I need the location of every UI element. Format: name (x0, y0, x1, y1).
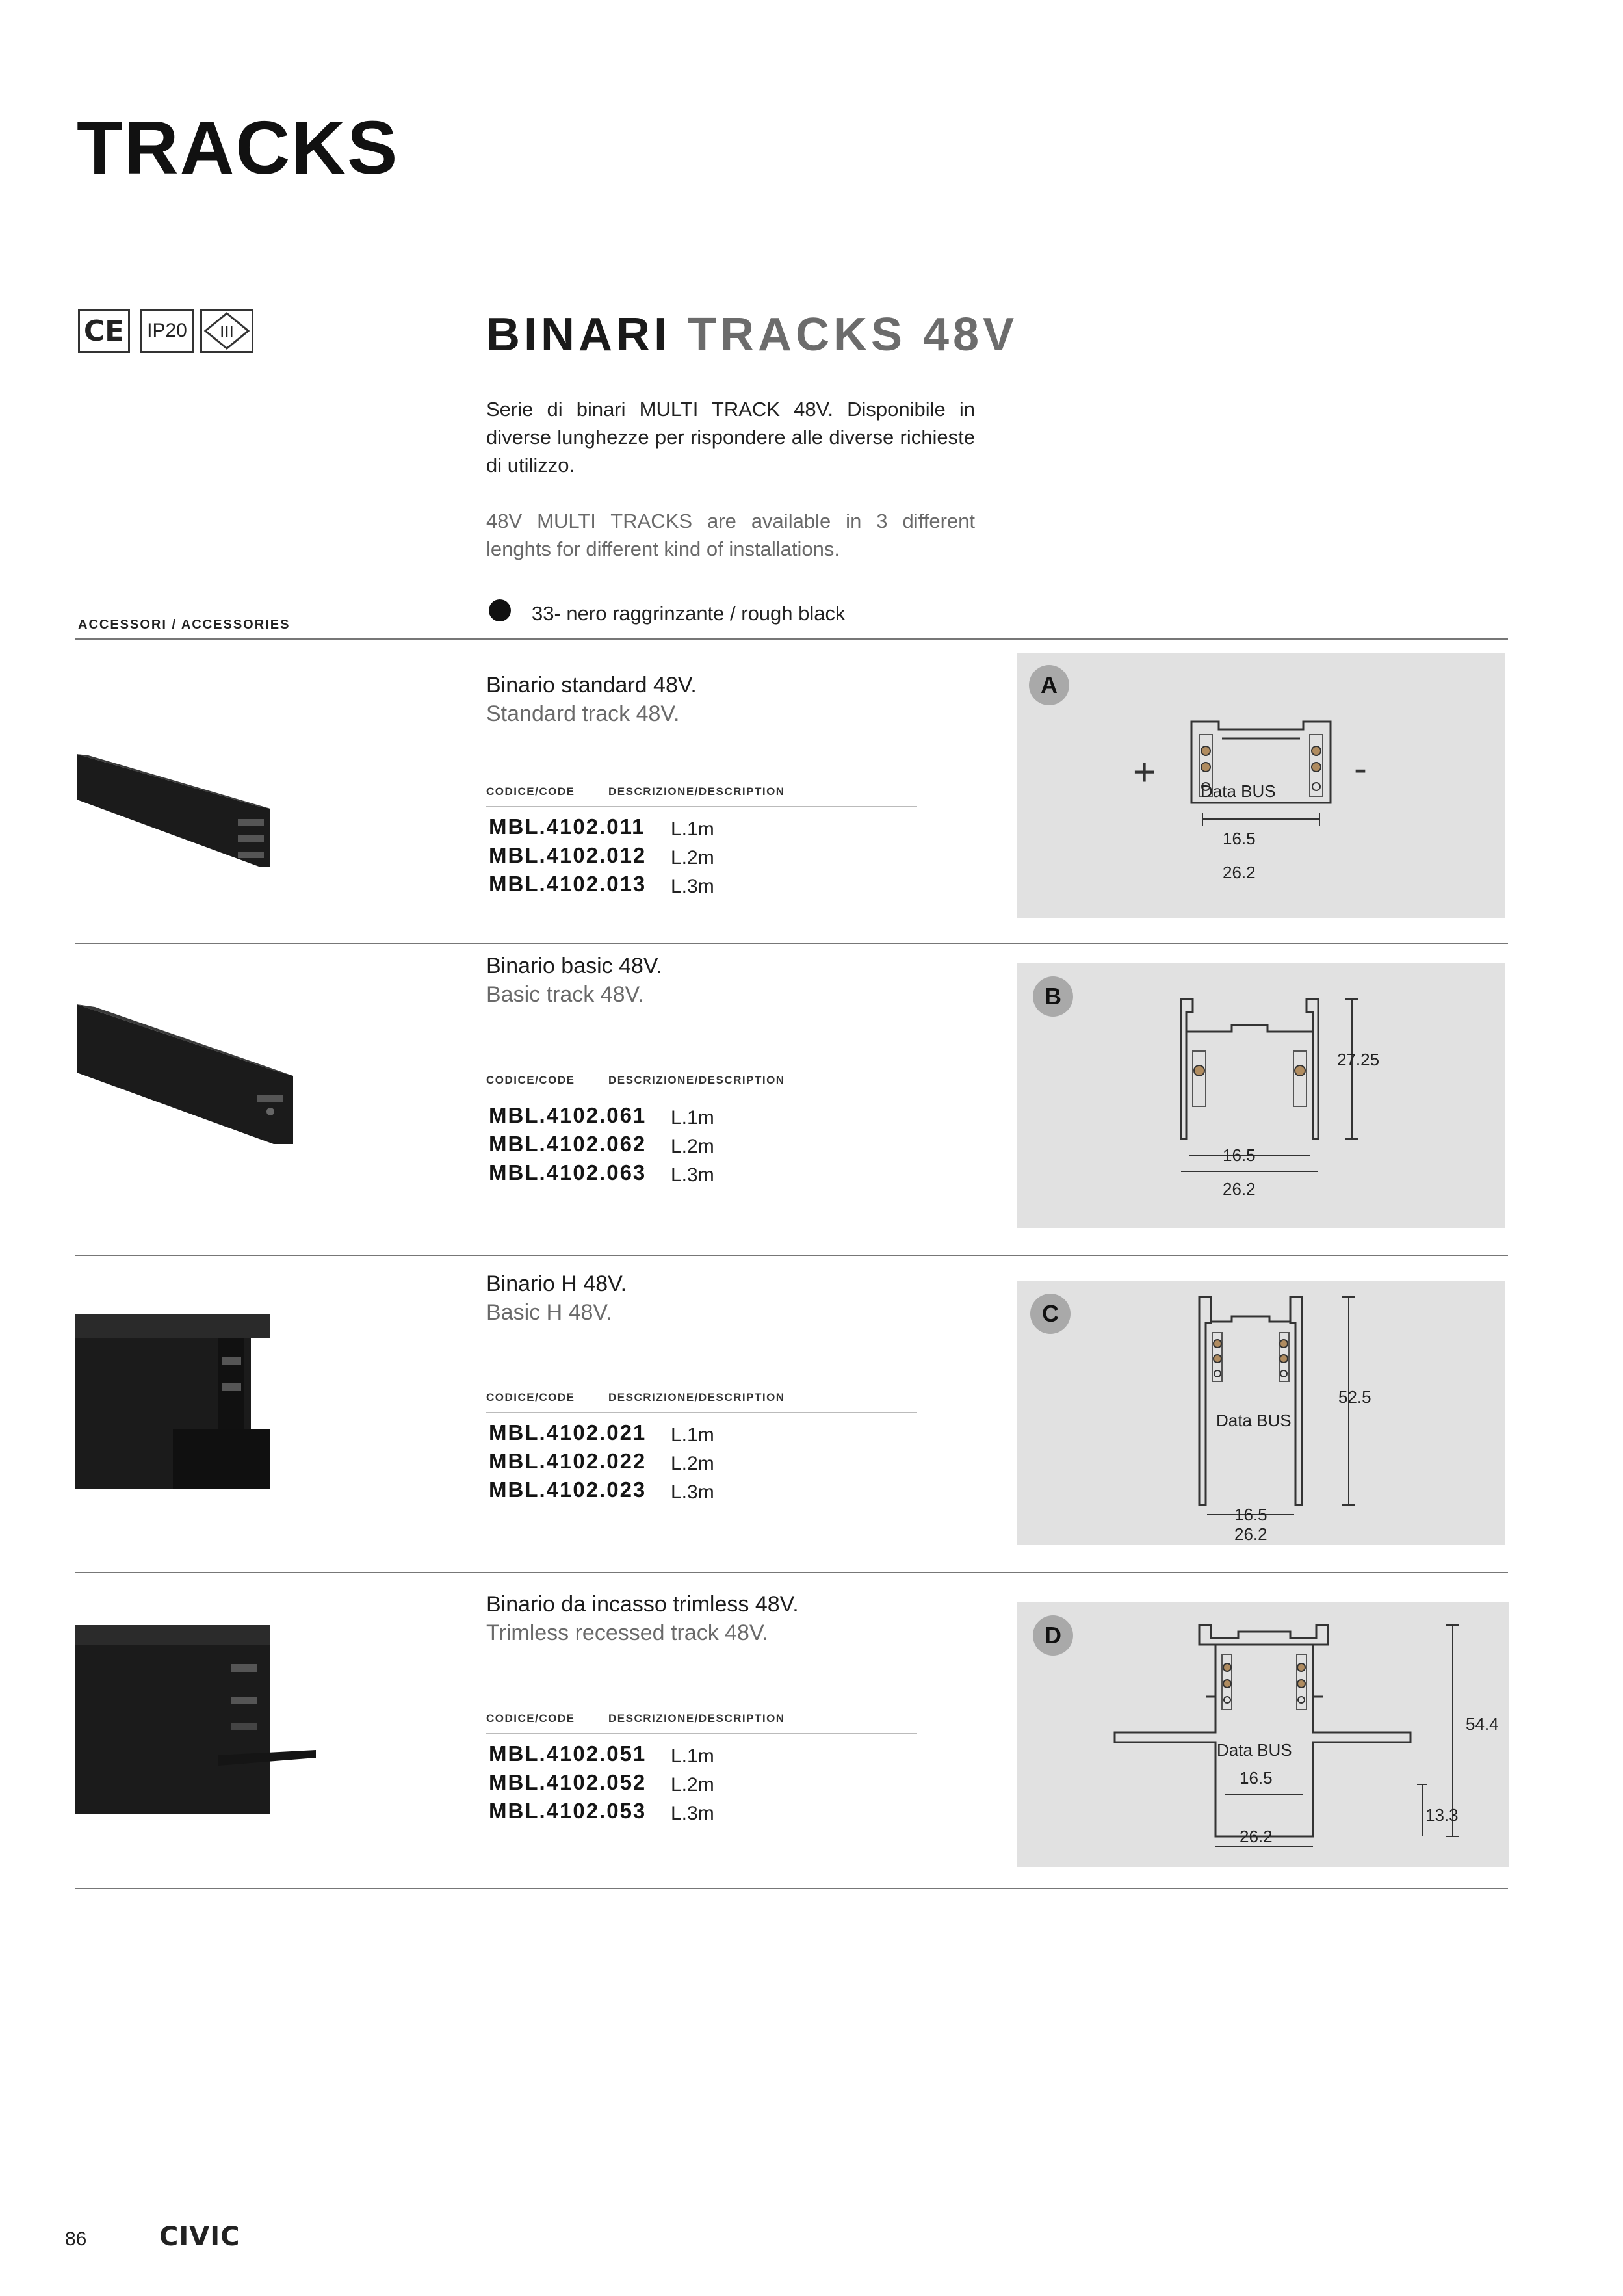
class-iii-label: III (220, 322, 234, 341)
divider (75, 1255, 1508, 1256)
description-italian: Serie di binari MULTI TRACK 48V. Disponibile in diverse lunghezze per rispondere alle diverse richieste di utilizzo. (486, 398, 975, 476)
section-title-en: TRACKS 48V (688, 309, 1019, 361)
track-a-cross-section (1173, 715, 1349, 832)
section-title (486, 308, 1018, 361)
diagram-badge: B (1033, 976, 1073, 1017)
product-code: MBL.4102.061 (489, 1103, 647, 1127)
dimension-inner: 16.5 (1223, 1145, 1256, 1165)
dimension-recess: 13.3 (1425, 1805, 1459, 1825)
diagram-badge: D (1033, 1615, 1073, 1656)
divider (75, 1888, 1508, 1889)
product-code: MBL.4102.013 (489, 872, 647, 896)
diagram-panel-a (1017, 653, 1505, 918)
product-code: MBL.4102.062 (489, 1132, 647, 1156)
ip20-rating-badge: IP20 (140, 309, 194, 353)
table-header-description: DESCRIZIONE/DESCRIPTION (608, 1391, 785, 1403)
product-length: L.1m (671, 818, 714, 840)
dimension-height: 52.5 (1338, 1387, 1371, 1407)
product-name-it: Binario basic 48V. (486, 954, 662, 978)
product-length: L.3m (671, 876, 714, 897)
product-code: MBL.4102.051 (489, 1742, 647, 1766)
diagram-badge: C (1030, 1294, 1071, 1334)
trimless-track-photo (75, 1625, 322, 1820)
data-bus-label: Data BUS (1201, 781, 1276, 801)
h-track-photo (75, 1312, 277, 1491)
diagram-badge: A (1029, 665, 1069, 705)
product-length: L.1m (671, 1424, 714, 1446)
table-header-description: DESCRIZIONE/DESCRIPTION (608, 785, 785, 798)
brand-logo: CIVIC (159, 2222, 240, 2252)
dimension-outer: 26.2 (1234, 1524, 1267, 1544)
product-length: L.2m (671, 847, 714, 868)
dimension-inner: 16.5 (1234, 1505, 1267, 1524)
dimension-inner: 16.5 (1223, 829, 1256, 848)
divider (75, 943, 1508, 944)
table-rule (486, 1733, 917, 1734)
product-length: L.2m (671, 1774, 714, 1795)
product-name-en: Trimless recessed track 48V. (486, 1621, 768, 1645)
class-iii-icon (200, 309, 253, 353)
product-code: MBL.4102.063 (489, 1160, 647, 1184)
table-rule (486, 806, 917, 807)
product-code: MBL.4102.012 (489, 843, 647, 867)
table-header-code: CODICE/CODE (486, 785, 575, 798)
product-name-it: Binario H 48V. (486, 1272, 627, 1296)
product-length: L.3m (671, 1481, 714, 1503)
product-code: MBL.4102.022 (489, 1449, 647, 1473)
product-code: MBL.4102.011 (489, 815, 645, 839)
table-header-description: DESCRIZIONE/DESCRIPTION (608, 1712, 785, 1725)
diagram-panel-b (1017, 963, 1505, 1228)
class-iii-diamond-icon (203, 311, 251, 350)
accessories-label: ACCESSORI / ACCESSORIES (78, 618, 291, 632)
product-name-it: Binario da incasso trimless 48V. (486, 1592, 799, 1617)
plus-symbol: + (1133, 750, 1156, 794)
dimension-outer: 26.2 (1240, 1827, 1273, 1846)
data-bus-label: Data BUS (1217, 1740, 1292, 1760)
dimension-outer: 26.2 (1223, 1179, 1256, 1199)
dimension-inner: 16.5 (1240, 1768, 1273, 1788)
product-length: L.2m (671, 1453, 714, 1474)
product-code: MBL.4102.023 (489, 1478, 647, 1502)
finish-color-swatch (489, 599, 511, 621)
finish-label: 33- nero raggrinzante / rough black (532, 602, 846, 625)
page-title: TRACKS (77, 105, 399, 190)
table-header-description: DESCRIZIONE/DESCRIPTION (608, 1074, 785, 1086)
track-b-cross-section (1173, 993, 1381, 1181)
product-code: MBL.4102.052 (489, 1770, 647, 1794)
product-name-en: Basic H 48V. (486, 1300, 612, 1325)
divider (75, 638, 1508, 640)
section-title-it: BINARI (486, 309, 671, 361)
divider (75, 1572, 1508, 1573)
table-header-code: CODICE/CODE (486, 1712, 575, 1725)
basic-track-photo (75, 998, 303, 1147)
product-code: MBL.4102.053 (489, 1799, 647, 1823)
product-name-en: Standard track 48V. (486, 701, 680, 726)
product-length: L.1m (671, 1745, 714, 1767)
table-header-code: CODICE/CODE (486, 1074, 575, 1086)
product-name-it: Binario standard 48V. (486, 673, 697, 698)
diagram-panel-c (1017, 1281, 1505, 1545)
dimension-height: 54.4 (1466, 1714, 1499, 1734)
standard-track-photo (75, 748, 296, 871)
description-english: 48V MULTI TRACKS are available in 3 different lenghts for different kind of installations. (486, 510, 975, 560)
minus-symbol: - (1354, 746, 1367, 790)
product-code: MBL.4102.021 (489, 1420, 647, 1444)
page-number: 86 (65, 2228, 87, 2250)
dimension-height: 27.25 (1337, 1050, 1380, 1069)
product-length: L.2m (671, 1136, 714, 1157)
product-name-en: Basic track 48V. (486, 982, 644, 1007)
ce-mark-icon: CE (78, 309, 130, 353)
diagram-panel-d (1017, 1602, 1509, 1867)
data-bus-label: Data BUS (1216, 1411, 1292, 1430)
product-length: L.1m (671, 1107, 714, 1128)
product-length: L.3m (671, 1164, 714, 1186)
table-rule (486, 1412, 917, 1413)
dimension-outer: 26.2 (1223, 863, 1256, 882)
table-header-code: CODICE/CODE (486, 1391, 575, 1403)
product-length: L.3m (671, 1803, 714, 1824)
